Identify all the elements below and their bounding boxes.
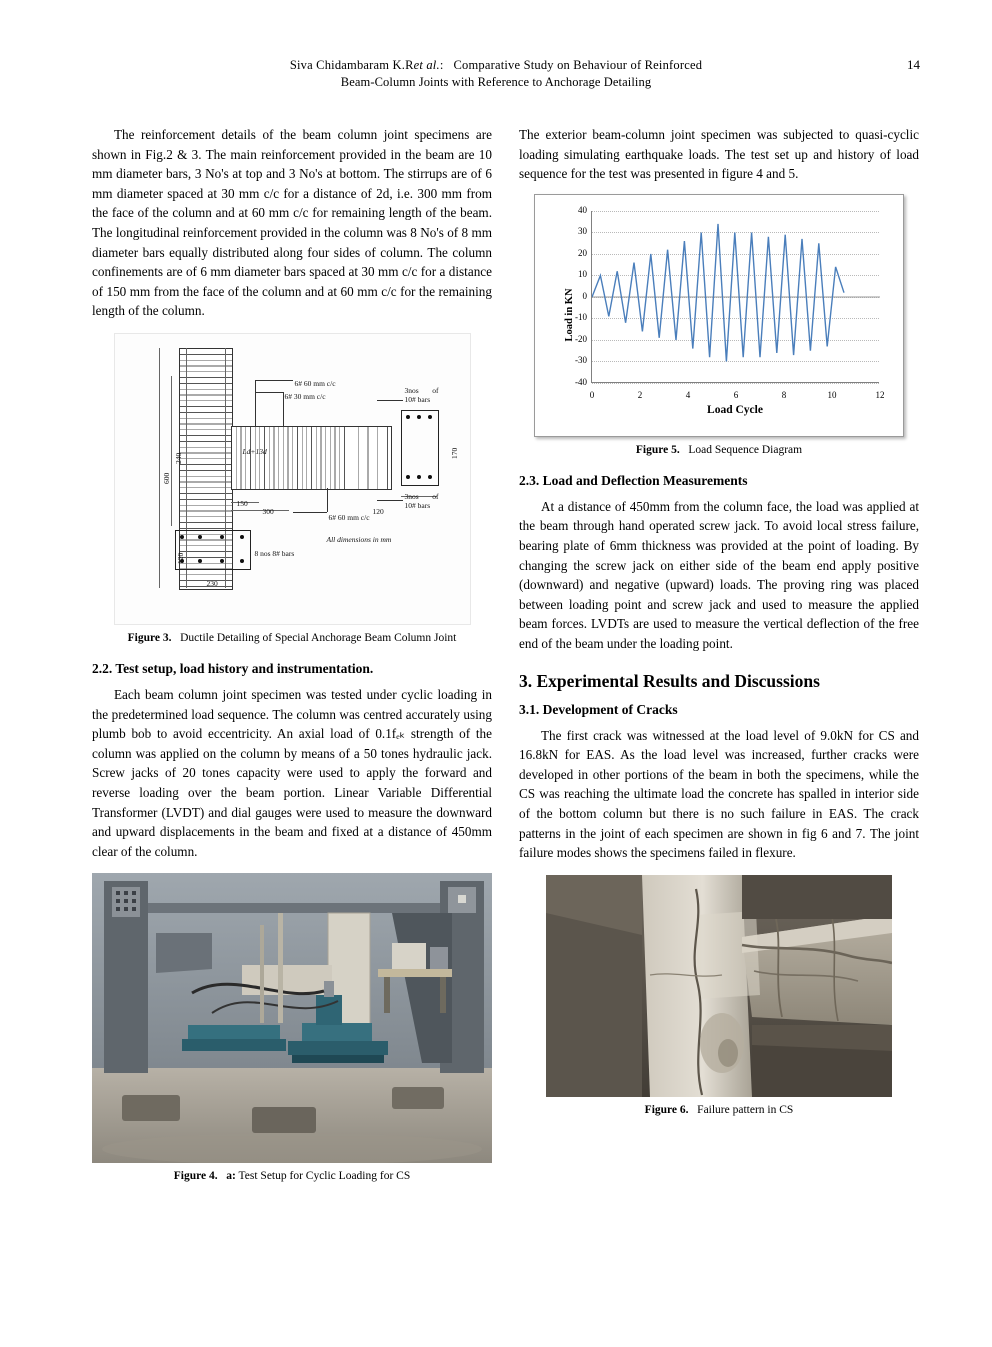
chart-y-tick-label: 10 xyxy=(578,269,587,280)
chart-series-line xyxy=(592,211,880,383)
chart-y-tick-label: -20 xyxy=(575,333,587,344)
figure-3-caption-text: Ductile Detailing of Special Anchorage Beam Column Joint xyxy=(180,631,457,644)
beam-far-stirrups xyxy=(349,426,392,490)
header-title-line2: Beam-Column Joints with Reference to Anchorage Detailing xyxy=(340,75,652,89)
test-setup-photo-graphic xyxy=(92,873,492,1163)
chart-y-tick-label: 0 xyxy=(582,290,587,301)
chart-gridline xyxy=(592,383,879,384)
label-stirrup-30: 6# 30 mm c/c xyxy=(284,391,326,401)
figure-4-photo xyxy=(92,873,492,1163)
chart-x-tick-label: 12 xyxy=(875,389,885,400)
figure-4-caption-sub: a: xyxy=(226,1170,236,1183)
header-authors: Siva Chidambaram K.R xyxy=(289,58,414,72)
chart-x-axis-label: Load Cycle xyxy=(707,403,763,416)
figure-5-caption-text: Load Sequence Diagram xyxy=(688,443,803,456)
chart-x-tick-label: 8 xyxy=(781,389,787,400)
chart-x-tick-label: 6 xyxy=(733,389,739,400)
beam-cross-section xyxy=(401,410,439,486)
figure-6-photo xyxy=(546,875,892,1097)
label-dim-240: 240 xyxy=(173,452,183,464)
figure-4-caption xyxy=(92,1169,492,1184)
chart-x-tick-label: 0 xyxy=(589,389,595,400)
label-col-bars: 8 nos 8# bars xyxy=(254,548,295,558)
figure-6-caption xyxy=(519,1103,919,1118)
chart-y-tick-label: 20 xyxy=(578,247,587,258)
label-dim-170: 170 xyxy=(449,447,459,459)
chart-y-tick-label: -30 xyxy=(575,355,587,366)
figure-3-caption xyxy=(92,631,492,646)
figure-5-chart xyxy=(534,194,904,437)
header-etal: et al. xyxy=(413,58,440,72)
label-note-dimensions: All dimensions in mm xyxy=(326,534,392,544)
label-anchorage-length: Ld+13d xyxy=(242,446,267,456)
header-title-line1: Comparative Study on Behaviour of Reinforced xyxy=(453,58,703,72)
chart-x-tick-label: 10 xyxy=(827,389,837,400)
chart-y-axis-label: Load in KN xyxy=(563,288,575,342)
left-column xyxy=(92,125,492,1184)
right-column xyxy=(519,125,919,1118)
subsection-2-3-heading: 2.3. Load and Deflection Measurements xyxy=(519,472,748,488)
chart-x-tick-label: 4 xyxy=(685,389,691,400)
header-colon: : xyxy=(439,58,444,72)
label-dim-120b: 120 xyxy=(175,552,185,564)
figure-5-caption-label: Figure 5. xyxy=(635,443,680,456)
section-3-heading: 3. Experimental Results and Discussions xyxy=(519,670,820,691)
subsection-3-1-heading: 3.1. Development of Cracks xyxy=(519,701,678,717)
figure-6-caption-text: Failure pattern in CS xyxy=(697,1103,794,1116)
figure-4-caption-text: Test Setup for Cyclic Loading for CS xyxy=(238,1170,411,1183)
subsection-2-2-heading: 2.2. Test setup, load history and instrumentation. xyxy=(92,660,374,676)
figure-3-drawing xyxy=(114,333,471,625)
label-dim-230: 230 xyxy=(206,578,218,588)
chart-y-tick-label: -40 xyxy=(575,376,587,387)
label-col-ties: 6# 60 mm c/c xyxy=(328,512,370,522)
chart-plot-area xyxy=(575,204,885,400)
paragraph-test-setup: Each beam column joint specimen was tested under cyclic loading in the predetermined load sequence. The column was centred accurately using plumb bob to avoid eccentricity. An axial load of 0.1fₑₖ strength of the column was applied on the column by means of a 50 tones hydraulic jack. Screw jacks of 20 tones capacity were used to apply the forward and reverse loading over the beam portion. Linear Variable Differential Transformer (LVDT) and dial gauges were used to measure the downward and upward displacements in the beam and fixed at a distance of 450mm clear of the column. xyxy=(92,686,492,859)
label-top-bars: 3nos of 10# bars xyxy=(404,385,439,404)
chart-x-tick-label: 2 xyxy=(637,389,643,400)
failure-pattern-photo-graphic xyxy=(546,875,892,1097)
label-stirrup-60: 6# 60 mm c/c xyxy=(294,378,336,388)
chart-y-tick-label: 40 xyxy=(578,204,587,215)
chart-y-tick-label: -10 xyxy=(575,312,587,323)
paragraph-development-of-cracks: The first crack was witnessed at the load level of 9.0kN for CS and 16.8kN for EAS. As the load level was increased, further cracks were developed in other portions of the beam in both the specimens, while the CS was reaching the ultimate load the concrete has spalled in interior side of the bottom column but there is no such failure in EAS. The crack patterns in the joint of each specimen are shown in fig 6 and 7. The joint failure modes shows the specimens failed in flexure. xyxy=(519,727,919,861)
figure-5-caption xyxy=(519,443,919,458)
label-bottom-bars: 3nos of 10# bars xyxy=(404,491,439,510)
label-dim-600: 600 xyxy=(161,472,171,484)
paragraph-load-deflection: At a distance of 450mm from the column face, the load was applied at the beam through hand operated screw jack. To avoid local stress failure, bearing plate of 6mm thickness was provided at the point of loading. By changing the screw jack on either side of the beam end apply positive (downward) and negative (upward) loads. The proving ring was placed between loading point and screw jack and used to measure the applied beam forces. LVDTs are used to measure the vertical deflection of the free end of the beam under the loading point. xyxy=(519,498,919,651)
page-number: 14 xyxy=(907,57,920,72)
figure-3-caption-label: Figure 3. xyxy=(127,631,172,644)
paragraph-reinforcement-details: The reinforcement details of the beam column joint specimens are shown in Fig.2 & 3. The main reinforcement provided in the beam are 10 mm diameter bars, 3 No's at top and 3 No's at bottom. The stirrups are of 6 mm diameter spaced at 30 mm c/c for a distance of 2d, i.e. 300 mm from the face of the column and at 60 mm c/c for remaining length of the beam. The longitudinal reinforcement provided in the column was 8 No's of 8 mm diameter bars equally distributed along four sides of column. The column confinements are of 6 mm diameter bars spaced at 30 mm c/c for a distance of 150 mm from the face of the column and at 60 mm c/c for the remaining length of the column. xyxy=(92,127,492,319)
figure-4-caption-label: Figure 4. xyxy=(173,1170,218,1183)
label-dim-300: 300 xyxy=(262,506,274,516)
chart-y-tick-label: 30 xyxy=(578,226,587,237)
paragraph-quasi-cyclic: The exterior beam-column joint specimen was subjected to quasi-cyclic loading simulating earthquake loads. The test set up and history of load sequence for the test was presented in figure 4 and 5. xyxy=(519,127,919,182)
running-header xyxy=(0,57,992,91)
label-dim-150: 150 xyxy=(236,498,248,508)
label-dim-120a: 120 xyxy=(372,506,384,516)
figure-6-caption-label: Figure 6. xyxy=(644,1103,689,1116)
